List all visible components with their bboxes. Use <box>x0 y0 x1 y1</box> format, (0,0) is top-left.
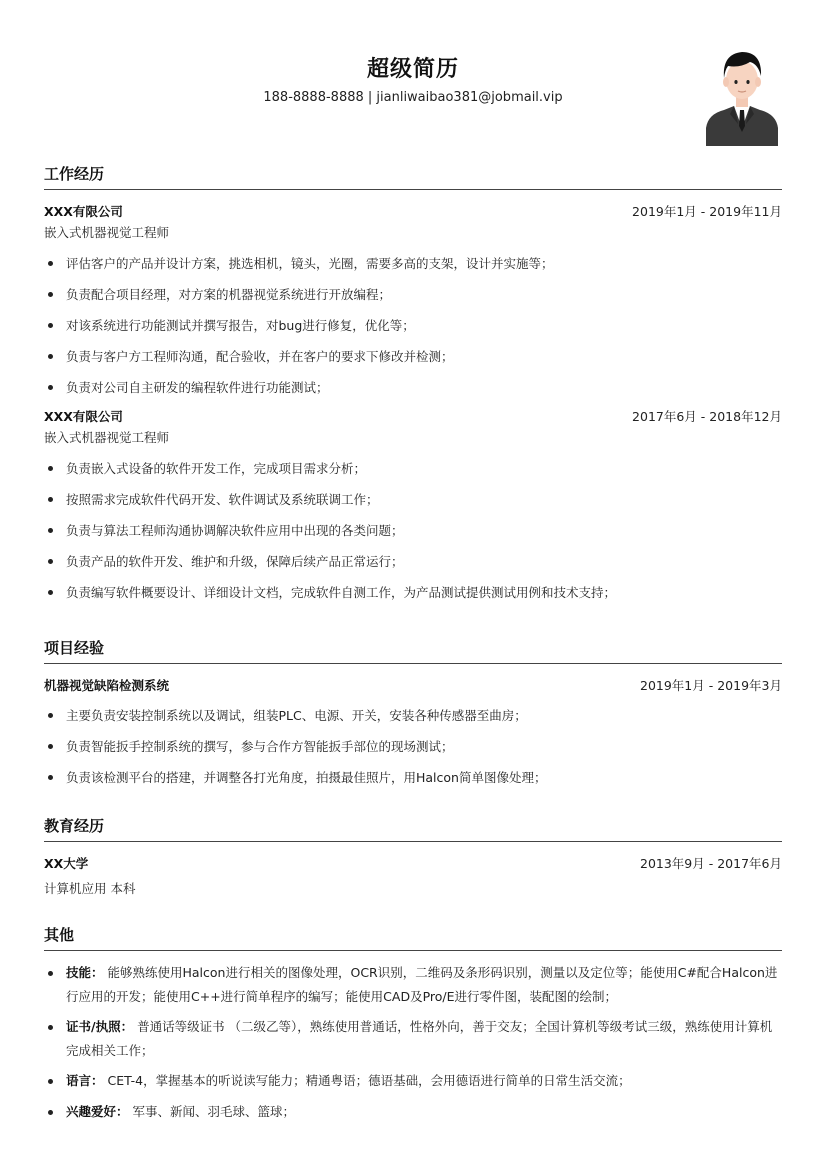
duty-list <box>44 700 782 793</box>
list-item: 对该系统进行功能测试并撰写报告，对bug进行修复，优化等； <box>44 310 782 341</box>
education-section <box>44 815 782 900</box>
section-divider <box>44 841 782 842</box>
list-item: 负责与客户方工程师沟通，配合验收，并在客户的要求下修改并检测； <box>44 341 782 372</box>
languages-label: 语言： <box>66 1073 104 1088</box>
list-item: 负责与算法工程师沟通协调解决软件应用中出现的各类问题； <box>44 515 782 546</box>
certificates-label: 证书/执照： <box>66 1019 134 1034</box>
list-item: 负责该检测平台的搭建，并调整各打光角度，拍摄最佳照片，用Halcon简单图像处理； <box>44 762 782 793</box>
list-item <box>44 961 782 1008</box>
candidate-name: 超级简历 <box>366 57 459 82</box>
section-divider <box>44 663 782 664</box>
other-list <box>44 961 782 1123</box>
skills-label: 技能： <box>66 965 104 980</box>
list-item <box>44 1100 782 1124</box>
avatar <box>704 44 780 146</box>
certificates-text: 普通话等级证书 （二级乙等），熟练使用普通话，性格外向，善于交友；全国计算机等级考试三级，熟练使用计算机完成相关工作； <box>66 1019 773 1058</box>
list-item <box>44 1069 782 1093</box>
list-item: 按照需求完成软件代码开发、软件调试及系统联调工作； <box>44 484 782 515</box>
list-item: 负责产品的软件开发、维护和升级，保障后续产品正常运行； <box>44 546 782 577</box>
resume-header <box>0 0 826 150</box>
company-name: XXX有限公司 <box>44 409 123 424</box>
hobbies-label: 兴趣爱好： <box>66 1103 129 1119</box>
work-experience-section <box>44 163 782 608</box>
list-item: 评估客户的产品并设计方案，挑选相机，镜头，光圈，需要多高的支架，设计并实施等； <box>44 248 782 279</box>
list-item: 负责编写软件概要设计、详细设计文档，完成软件自测工作，为产品测试提供测试用例和技术支持； <box>44 577 782 608</box>
project-name: 机器视觉缺陷检测系统 <box>44 678 170 693</box>
date-range: 2017年6月 - 2018年12月 <box>632 409 782 424</box>
list-item: 负责配合项目经理，对方案的机器视觉系统进行开放编程； <box>44 279 782 310</box>
section-divider <box>44 189 782 190</box>
job-title: 嵌入式机器视觉工程师 <box>44 430 170 445</box>
skills-text: 能够熟练使用Halcon进行相关的图像处理，OCR识别，二维码及条形码识别，测量以及定位等；能使用C#配合Halcon进行应用的开发；能使用C++进行简单程序的编写；能使用CAD及Pro/E进行零件图，装配图的绘制； <box>66 965 778 1004</box>
project-entry <box>44 674 782 793</box>
date-range: 2013年9月 - 2017年6月 <box>640 856 782 871</box>
list-item: 负责嵌入式设备的软件开发工作，完成项目需求分析； <box>44 453 782 484</box>
list-item: 负责智能扳手控制系统的撰写，参与合作方智能扳手部位的现场测试； <box>44 731 782 762</box>
section-title: 工作经历 <box>44 165 105 183</box>
major-degree: 计算机应用 本科 <box>44 881 136 896</box>
hobbies-text: 军事、新闻、羽毛球、篮球； <box>132 1103 296 1119</box>
job-title: 嵌入式机器视觉工程师 <box>44 225 170 240</box>
school-name: XX大学 <box>44 856 89 871</box>
section-title: 教育经历 <box>44 817 105 835</box>
section-title: 项目经验 <box>44 639 105 657</box>
languages-text: CET-4，掌握基本的听说读写能力；精通粤语；德语基础，会用德语进行简单的日常生活交流； <box>107 1073 631 1088</box>
project-experience-section <box>44 637 782 793</box>
company-name: XXX有限公司 <box>44 204 123 219</box>
section-divider <box>44 950 782 951</box>
list-item <box>44 1015 782 1062</box>
other-section <box>44 924 782 1130</box>
work-entry <box>44 200 782 403</box>
list-item: 主要负责安装控制系统以及调试，组装PLC、电源、开关，安装各种传感器至曲房； <box>44 700 782 731</box>
date-range: 2019年1月 - 2019年3月 <box>640 678 782 693</box>
work-entry <box>44 405 782 608</box>
duty-list <box>44 453 782 608</box>
contact-info: 188-8888-8888 | jianliwaibao381@jobmail.vip <box>263 90 563 105</box>
education-entry <box>44 852 782 900</box>
section-title: 其他 <box>44 926 75 944</box>
date-range: 2019年1月 - 2019年11月 <box>632 204 782 219</box>
list-item: 负责对公司自主研发的编程软件进行功能测试； <box>44 372 782 403</box>
duty-list <box>44 248 782 403</box>
